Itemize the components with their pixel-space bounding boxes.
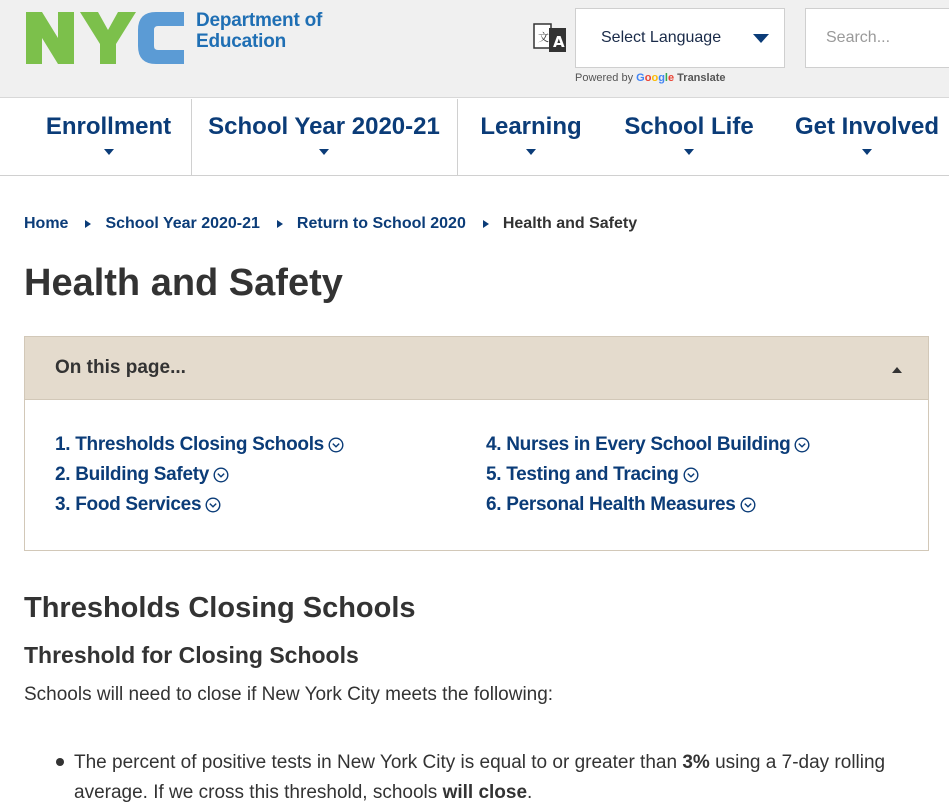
bullet-dot [56,758,64,766]
logo-text-line1: Department of [196,10,323,31]
nav-divider [457,99,458,175]
nav-item-school-year[interactable] [200,99,448,175]
caret-down-icon [104,149,114,155]
toc-link-thresholds[interactable] [55,434,344,456]
toc-link-label: 1. Thresholds Closing Schools [55,434,324,455]
chevron-down-circle-icon [328,437,344,453]
triangle-right-icon [277,220,283,228]
svg-text:文: 文 [538,31,549,44]
toc-link-label: 2. Building Safety [55,464,210,485]
logo-text-line2: Education [196,31,287,52]
translate-icon[interactable] [532,20,568,58]
breadcrumb [24,215,637,233]
toc-link-label: 4. Nurses in Every School Building [486,434,791,455]
nav-item-enrollment[interactable] [30,99,187,175]
chevron-down-circle-icon [794,437,810,453]
breadcrumb-school-year[interactable]: School Year 2020-21 [105,215,260,232]
bullet-text: . [527,782,533,803]
nav-item-school-life[interactable] [616,99,762,175]
triangle-right-icon [483,220,489,228]
google-logo-text: Google [636,72,675,84]
nav-item-label: School Year 2020-21 [208,113,440,140]
triangle-right-icon [85,220,91,228]
nav-item-label: School Life [624,113,754,140]
powered-by-google-translate[interactable] [575,72,725,84]
toc-link-food-services[interactable] [55,494,221,516]
caret-down-icon [319,149,329,155]
toc-link-label: 3. Food Services [55,494,202,515]
caret-up-icon [892,367,902,373]
nav-item-get-involved[interactable] [789,99,945,175]
page-title: Health and Safety [24,262,343,304]
translate-label: Translate [677,72,726,84]
powered-by-label: Powered by [575,72,634,84]
language-select[interactable] [575,8,785,68]
search-input[interactable] [805,8,949,68]
toc-link-testing-tracing[interactable] [486,464,699,486]
svg-text:A: A [553,33,565,51]
chevron-down-circle-icon [683,467,699,483]
breadcrumb-current: Health and Safety [502,215,638,232]
breadcrumb-home[interactable]: Home [24,215,69,232]
language-select-label: Select Language [601,29,722,46]
logo-text [196,10,322,52]
top-header [0,0,949,98]
intro-paragraph: Schools will need to close if New York City meets the following: [24,684,554,705]
nav-item-label: Get Involved [794,113,940,140]
toc-link-label: 5. Testing and Tracing [486,464,679,485]
toc-link-personal-health[interactable] [486,494,756,516]
caret-down-icon [526,149,536,155]
bullet-text: The percent of positive tests in New York City is equal to or greater than [74,752,683,773]
nyc-logo-icon [24,10,190,66]
chevron-down-circle-icon [205,497,221,513]
subsection-title: Threshold for Closing Schools [24,642,359,668]
nav-divider [191,99,192,175]
toc-link-label: 6. Personal Health Measures [486,494,736,515]
on-this-page-toggle[interactable] [25,337,928,400]
on-this-page-box [24,336,929,551]
bullet-text: using a 7-day rolling average. If we cross this threshold, schools [74,752,886,803]
nyc-doe-logo[interactable] [24,10,322,66]
caret-down-icon [862,149,872,155]
chevron-down-circle-icon [740,497,756,513]
toc-link-nurses[interactable] [486,434,810,456]
chevron-down-icon [753,34,769,43]
on-this-page-heading: On this page... [55,357,186,378]
caret-down-icon [684,149,694,155]
nav-item-label: Enrollment [45,113,172,140]
toc-link-building-safety[interactable] [55,464,229,486]
breadcrumb-return-to-school[interactable]: Return to School 2020 [296,215,466,232]
bullet-item [74,748,944,808]
nav-item-label: Learning [480,113,582,140]
bullet-bold-threshold: 3% [682,752,710,773]
bullet-bold-close: will close [442,782,528,803]
nav-item-learning[interactable] [470,99,592,175]
main-nav [0,99,949,176]
chevron-down-circle-icon [213,467,229,483]
section-title: Thresholds Closing Schools [24,592,416,624]
